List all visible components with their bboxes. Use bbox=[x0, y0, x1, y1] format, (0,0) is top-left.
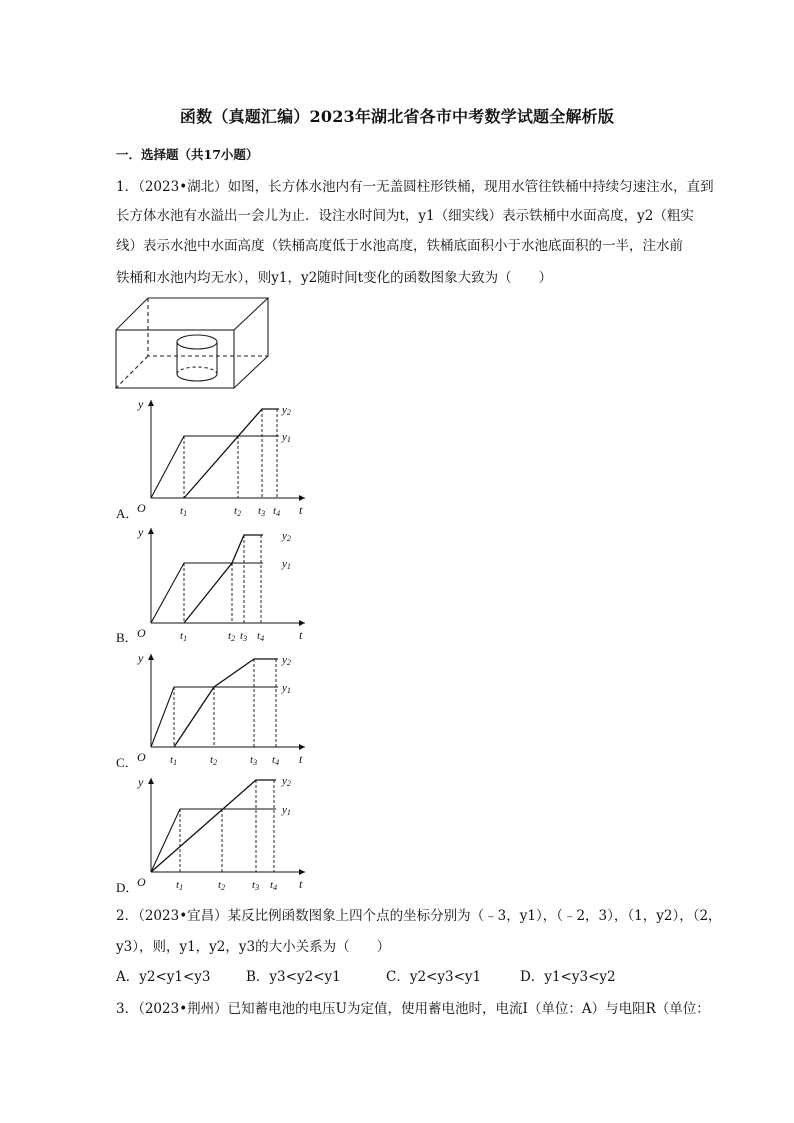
tick-label-b-t1: t1 bbox=[180, 630, 188, 643]
y-axis-arrow-c bbox=[148, 654, 154, 660]
origin-label-a: O bbox=[137, 501, 146, 515]
origin-label-c: O bbox=[137, 750, 146, 764]
option-c-label[interactable]: C． bbox=[116, 755, 138, 770]
y-axis-label-c: y bbox=[138, 651, 144, 665]
x-axis-label-c: t bbox=[299, 752, 303, 766]
q1-line-4: 铁桶和水池内均无水），则y1，y2随时间t变化的函数图象大致为（ ） bbox=[116, 270, 553, 286]
y-axis-arrow-b bbox=[148, 528, 154, 534]
series-label-y1-d: y1 bbox=[282, 804, 291, 817]
y1-line-b bbox=[151, 563, 263, 623]
option-b-label[interactable]: B． bbox=[116, 630, 138, 645]
y1-line-d bbox=[151, 809, 276, 872]
series-label-y1-a: y1 bbox=[282, 431, 291, 444]
series-label-y2-b: y2 bbox=[282, 530, 291, 543]
section-heading: 一．选择题（共17小题） bbox=[116, 147, 259, 162]
tick-label-c-t2: t2 bbox=[210, 754, 218, 767]
y-axis-arrow-d bbox=[148, 778, 154, 784]
y-axis-label-a: y bbox=[138, 397, 144, 411]
x-axis-label-b: t bbox=[299, 628, 303, 642]
y2-line-a bbox=[184, 409, 279, 498]
series-label-y1-b: y1 bbox=[282, 558, 291, 571]
y-axis-label-d: y bbox=[138, 775, 144, 789]
tick-label-d-t1: t1 bbox=[176, 879, 184, 892]
tick-label-c-t4: t4 bbox=[272, 754, 280, 767]
series-label-y2-d: y2 bbox=[282, 775, 291, 788]
series-label-y1-c: y1 bbox=[282, 682, 291, 695]
tick-label-a-t2: t2 bbox=[234, 505, 242, 518]
tick-label-b-t4: t4 bbox=[257, 630, 265, 643]
q1-line-2: 长方体水池有水溢出一会儿为止．设注水时间为t，y1（细实线）表示铁桶中水面高度，y2（粗实 bbox=[116, 208, 694, 224]
x-axis-label-a: t bbox=[299, 503, 303, 517]
y-axis-label-b: y bbox=[138, 525, 144, 539]
tick-label-a-t4: t4 bbox=[273, 505, 281, 518]
q2-choice-a[interactable]: A．y2<y1<y3 bbox=[116, 969, 211, 985]
x-axis-label-d: t bbox=[299, 877, 303, 891]
q2-choice-d[interactable]: D．y1<y3<y2 bbox=[520, 969, 616, 985]
page-title: 函数（真题汇编）2023年湖北省各市中考数学试题全解析版 bbox=[179, 107, 615, 126]
origin-label-b: O bbox=[137, 626, 146, 640]
q3-line-1: 3．（2023•荆州）已知蓄电池的电压U为定值，使用蓄电池时，电流I（单位：A）与电阻R（单位： bbox=[116, 1001, 710, 1017]
option-d-label[interactable]: D． bbox=[116, 880, 139, 895]
tick-label-c-t1: t1 bbox=[170, 754, 178, 767]
y-axis-arrow-a bbox=[148, 400, 154, 406]
y1-line-a bbox=[151, 436, 279, 498]
y1-line-c bbox=[151, 687, 278, 747]
tick-label-d-t3: t3 bbox=[252, 879, 260, 892]
option-a-label[interactable]: A． bbox=[116, 506, 139, 521]
x-axis-arrow-c bbox=[299, 744, 305, 750]
y2-line-d bbox=[151, 780, 276, 872]
series-label-y2-a: y2 bbox=[282, 404, 291, 417]
tick-label-b-t2: t2 bbox=[228, 630, 236, 643]
q2-line-1: 2．（2023•宜昌）某反比例函数图象上四个点的坐标分别为（﹣3，y1），（﹣2，3），（1，y2），（2， bbox=[116, 908, 722, 924]
q2-line-2: y3），则，y1，y2，y3的大小关系为（ ） bbox=[116, 939, 391, 955]
x-axis-arrow-b bbox=[299, 620, 305, 626]
x-axis-arrow-a bbox=[299, 495, 305, 501]
tick-label-c-t3: t3 bbox=[250, 754, 258, 767]
x-axis-arrow-d bbox=[299, 869, 305, 875]
q1-line-1: 1．（2023•湖北）如图，长方体水池内有一无盖圆柱形铁桶，现用水管往铁桶中持续匀速注水，直到 bbox=[116, 179, 714, 195]
q2-choice-b[interactable]: B．y3<y2<y1 bbox=[246, 969, 341, 985]
series-label-y2-c: y2 bbox=[282, 654, 291, 667]
origin-label-d: O bbox=[137, 875, 146, 889]
tick-label-d-t2: t2 bbox=[218, 879, 226, 892]
y2-line-c bbox=[174, 659, 278, 747]
y2-line-b bbox=[184, 535, 263, 623]
tick-label-a-t1: t1 bbox=[180, 505, 188, 518]
q2-choice-c[interactable]: C．y2<y3<y1 bbox=[386, 969, 482, 985]
tick-label-b-t3: t3 bbox=[240, 630, 248, 643]
tick-label-a-t3: t3 bbox=[258, 505, 266, 518]
q1-line-3: 线）表示水池中水面高度（铁桶高度低于水池高度，铁桶底面积小于水池底面积的一半，注水前 bbox=[116, 238, 683, 254]
tick-label-d-t4: t4 bbox=[270, 879, 278, 892]
